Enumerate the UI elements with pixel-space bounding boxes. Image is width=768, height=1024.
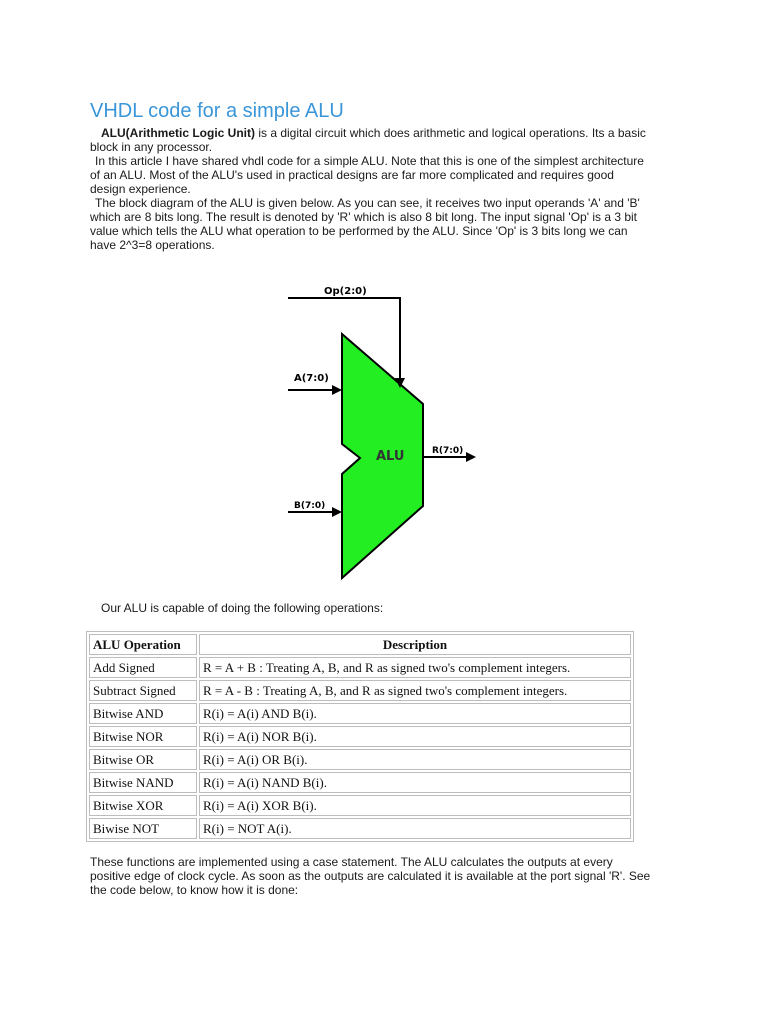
- table-row: [89, 726, 631, 747]
- header-alu-operation: ALU Operation: [89, 634, 197, 655]
- table-row: [89, 703, 631, 724]
- description-cell: R(i) = A(i) OR B(i).: [199, 749, 631, 770]
- table-row: [89, 772, 631, 793]
- operation-cell: Bitwise NOR: [89, 726, 197, 747]
- description-cell: R(i) = A(i) NAND B(i).: [199, 772, 631, 793]
- operation-cell: Biwise NOT: [89, 818, 197, 839]
- alu-block-label: ALU: [376, 449, 405, 464]
- op-label: Op(2:0): [324, 286, 367, 297]
- operation-cell: Bitwise XOR: [89, 795, 197, 816]
- intro-line1: is a digital circuit which does arithmetic and logical operations. Its a basic: [255, 126, 646, 140]
- table-row: [89, 795, 631, 816]
- description-cell: R(i) = A(i) AND B(i).: [199, 703, 631, 724]
- description-cell: R = A + B : Treating A, B, and R as signed two's complement integers.: [199, 657, 631, 678]
- para3-line4: have 2^3=8 operations.: [90, 238, 215, 252]
- operation-cell: Bitwise OR: [89, 749, 197, 770]
- header-description: Description: [199, 634, 631, 655]
- para2-line1: In this article I have shared vhdl code for a simple ALU. Note that this is one of the simplest architecture: [95, 154, 644, 168]
- table-row: [89, 749, 631, 770]
- closing-line1: These functions are implemented using a case statement. The ALU calculates the outputs at every: [90, 855, 613, 869]
- para3-line1: The block diagram of the ALU is given below. As you can see, it receives two input operands 'A' and 'B': [95, 196, 640, 210]
- description-cell: R(i) = A(i) NOR B(i).: [199, 726, 631, 747]
- alu-block-diagram: [280, 276, 500, 586]
- operations-table: [86, 631, 634, 842]
- table-header-row: [89, 634, 631, 655]
- intro-line2: block in any processor.: [90, 140, 213, 154]
- a-label: A(7:0): [294, 373, 329, 384]
- description-cell: R = A - B : Treating A, B, and R as signed two's complement integers.: [199, 680, 631, 701]
- page-title: VHDL code for a simple ALU: [90, 100, 344, 122]
- b-label: B(7:0): [294, 501, 326, 511]
- table-row: [89, 818, 631, 839]
- block-diagram-paragraph: [90, 196, 690, 252]
- para2-line3: design experience.: [90, 182, 191, 196]
- operation-cell: Subtract Signed: [89, 680, 197, 701]
- para3-line2: which are 8 bits long. The result is denoted by 'R' which is also 8 bit long. The input signal 'Op' is a 3 bit: [90, 210, 638, 224]
- operation-cell: Add Signed: [89, 657, 197, 678]
- description-cell: R(i) = A(i) XOR B(i).: [199, 795, 631, 816]
- operation-cell: Bitwise AND: [89, 703, 197, 724]
- intro-paragraph: [90, 126, 690, 154]
- alu-term: ALU(Arithmetic Logic Unit): [101, 126, 255, 140]
- article-paragraph: [90, 154, 690, 196]
- description-cell: R(i) = NOT A(i).: [199, 818, 631, 839]
- table-row: [89, 657, 631, 678]
- operations-intro: Our ALU is capable of doing the following operations:: [101, 601, 384, 615]
- closing-line2: positive edge of clock cycle. As soon as the outputs are calculated it is available at the port signal 'R'. See: [90, 869, 651, 883]
- operation-cell: Bitwise NAND: [89, 772, 197, 793]
- closing-line3: the code below, to know how it is done:: [90, 883, 299, 897]
- r-label: R(7:0): [432, 446, 464, 456]
- closing-paragraph: [90, 855, 690, 897]
- table-row: [89, 680, 631, 701]
- para2-line2: of an ALU. Most of the ALU's used in practical designs are far more complicated and requires good: [90, 168, 614, 182]
- para3-line3: value which tells the ALU what operation to be performed by the ALU. Since 'Op' is 3 bits long we can: [90, 224, 628, 238]
